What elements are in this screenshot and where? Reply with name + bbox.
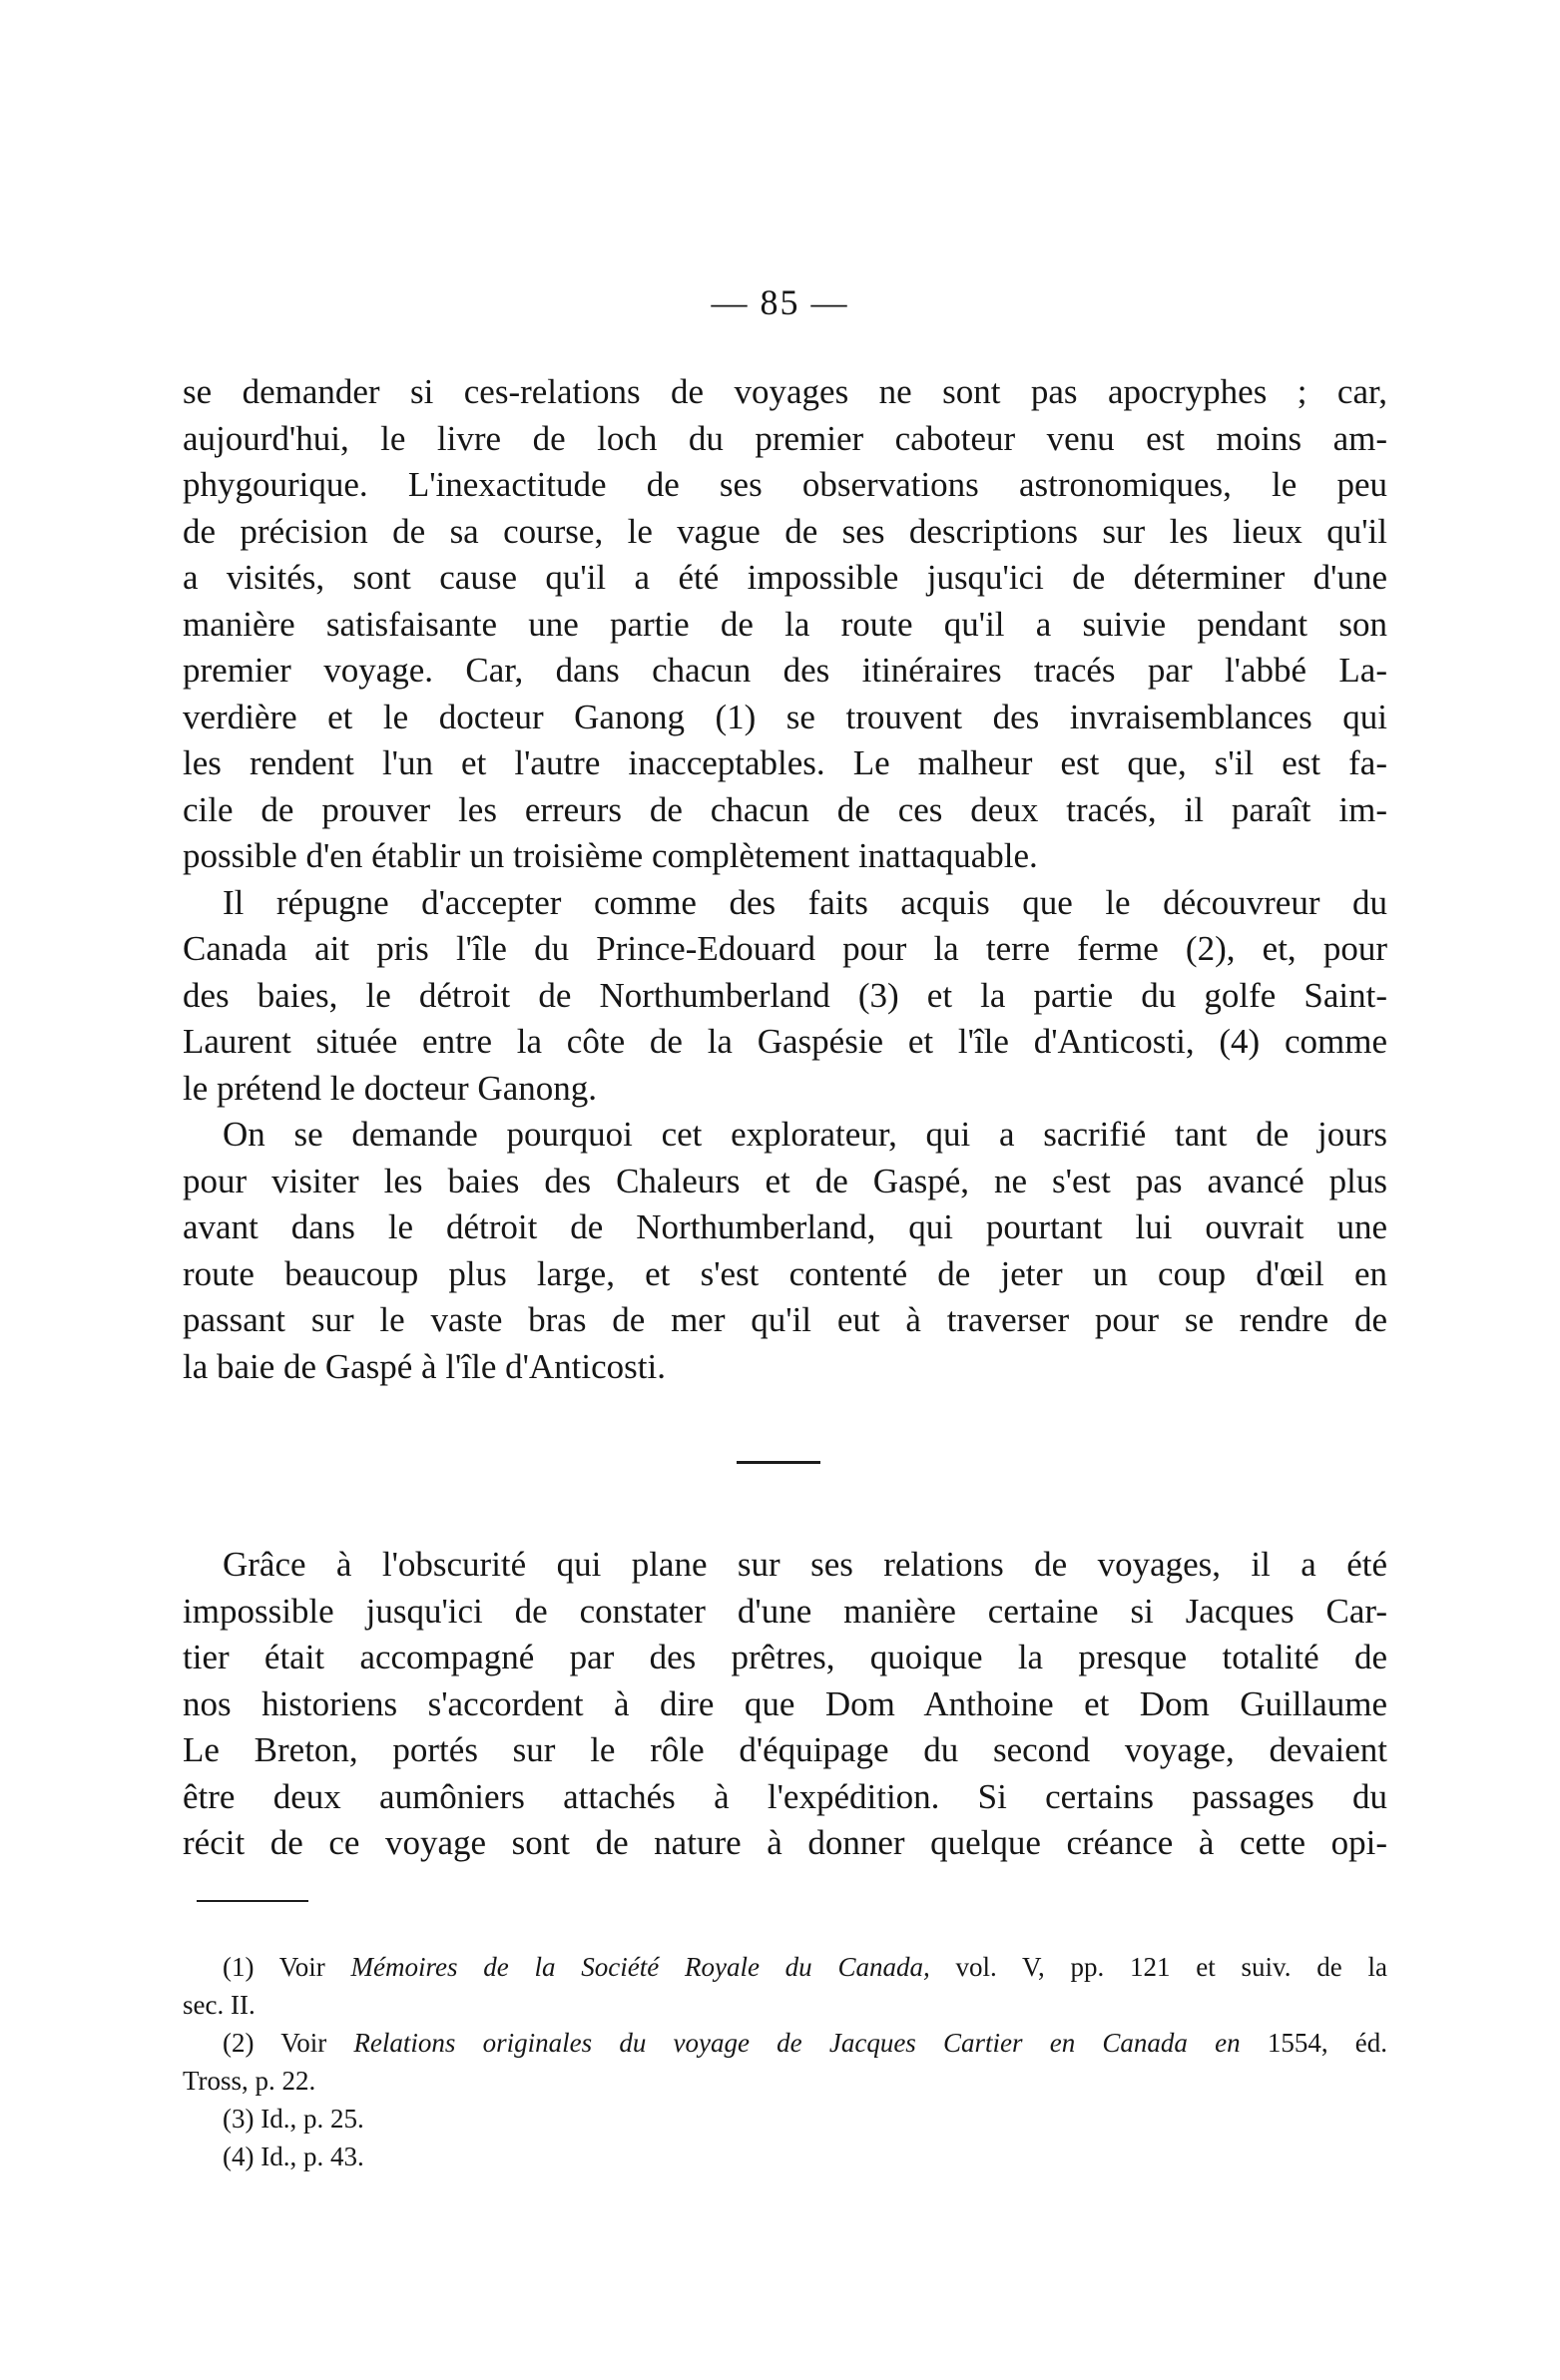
text-line: tier était accompagné par des prêtres, quoique la presque totalité de: [183, 1638, 1387, 1676]
paragraph-explorateur: [183, 1112, 1387, 1390]
text-line: de précision de sa course, le vague de ses descriptions sur les lieux qu'il: [183, 511, 1387, 551]
text-line: des baies, le détroit de Northumberland (3) et la partie du golfe Saint-: [183, 975, 1387, 1015]
body-text-bottom: [183, 1542, 1387, 1867]
text-line: récit de ce voyage sont de nature à donner quelque créance à cette opi-: [183, 1823, 1387, 1862]
page-number: — 85 —: [711, 282, 849, 322]
footnote-divider: [197, 1900, 308, 1902]
paragraph-prince-edouard: [183, 880, 1387, 1113]
footnote-title: Mémoires de la Société Royale du Canada,: [350, 1952, 930, 1982]
text-line: nos historiens s'accordent à dire que Dom Anthoine et Dom Guillaume: [183, 1683, 1387, 1723]
text-line: route beaucoup plus large, et s'est contenté de jeter un coup d'œil en: [183, 1253, 1387, 1293]
text-line: Laurent située entre la côte de la Gaspésie et l'île d'Anticosti, (4) comme: [183, 1022, 1387, 1061]
footnote-line: Tross, p. 22.: [183, 2066, 316, 2096]
text-line: la baie de Gaspé à l'île d'Anticosti.: [183, 1346, 666, 1386]
text-line: le prétend le docteur Ganong.: [183, 1068, 597, 1108]
footnote-line: [183, 1948, 1387, 1986]
text-line: verdière et le docteur Ganong (1) se trouvent des invraisemblances qui: [183, 697, 1387, 736]
footnote-mark: (2) Voir: [223, 2028, 327, 2058]
text-line: phygourique. L'inexactitude de ses observations astronomiques, le peu: [183, 465, 1387, 504]
footnote-text: 1554, éd.: [1267, 2028, 1388, 2058]
text-line: passant sur le vaste bras de mer qu'il eut à traverser pour se rendre de: [183, 1300, 1387, 1339]
text-line: les rendent l'un et l'autre inacceptables. Le malheur est que, s'il est fa-: [183, 743, 1387, 782]
footnote-line: [183, 2024, 1387, 2062]
text-line: impossible jusqu'ici de constater d'une manière certaine si Jacques Car-: [183, 1591, 1387, 1631]
footnote-line: sec. II.: [183, 1990, 256, 2020]
text-line: On se demande pourquoi cet explorateur, qui a sacrifié tant de jours: [223, 1115, 1387, 1154]
footnote-3: [183, 2100, 1387, 2138]
text-line: Canada ait pris l'île du Prince-Edouard pour la terre ferme (2), et, pour: [183, 929, 1387, 968]
paragraph-aumoniers: [183, 1542, 1387, 1867]
text-line: Le Breton, portés sur le rôle d'équipage du second voyage, devaient: [183, 1730, 1387, 1769]
text-line: se demander si ces-relations de voyages ne sont pas apocryphes ; car,: [183, 372, 1387, 411]
text-line: avant dans le détroit de Northumberland, qui pourtant lui ouvrait une: [183, 1207, 1387, 1246]
body-text-top: [183, 369, 1387, 1390]
text-line: Il répugne d'accepter comme des faits acquis que le découvreur du: [223, 882, 1387, 922]
footnote-title: Relations originales du voyage de Jacques Cartier en Canada en: [353, 2028, 1241, 2058]
footnotes: [183, 1948, 1387, 2175]
footnote-2: [183, 2024, 1387, 2100]
footnote-line: (3) Id., p. 25.: [223, 2104, 364, 2134]
paragraph-continued: [183, 369, 1387, 880]
footnote-4: [183, 2138, 1387, 2175]
text-line: aujourd'hui, le livre de loch du premier caboteur venu est moins am-: [183, 418, 1387, 458]
text-line: Grâce à l'obscurité qui plane sur ses relations de voyages, il a été: [223, 1545, 1387, 1584]
footnote-line: (4) Id., p. 43.: [223, 2142, 364, 2171]
section-divider: [737, 1461, 820, 1464]
text-line: cile de prouver les erreurs de chacun de ces deux tracés, il paraît im-: [183, 789, 1387, 829]
footnote-text: vol. V, pp. 121 et suiv. de la: [955, 1952, 1388, 1982]
text-line: a visités, sont cause qu'il a été impossible jusqu'ici de déterminer d'une: [183, 558, 1387, 597]
text-line: possible d'en établir un troisième complètement inattaquable.: [183, 836, 1038, 875]
text-line: pour visiter les baies des Chaleurs et de Gaspé, ne s'est pas avancé plus: [183, 1161, 1387, 1200]
text-line: premier voyage. Car, dans chacun des itinéraires tracés par l'abbé La-: [183, 651, 1387, 690]
text-line: manière satisfaisante une partie de la route qu'il a suivie pendant son: [183, 604, 1387, 644]
footnote-mark: (1) Voir: [223, 1952, 325, 1982]
footnote-1: [183, 1948, 1387, 2024]
text-line: être deux aumôniers attachés à l'expédition. Si certains passages du: [183, 1776, 1387, 1816]
